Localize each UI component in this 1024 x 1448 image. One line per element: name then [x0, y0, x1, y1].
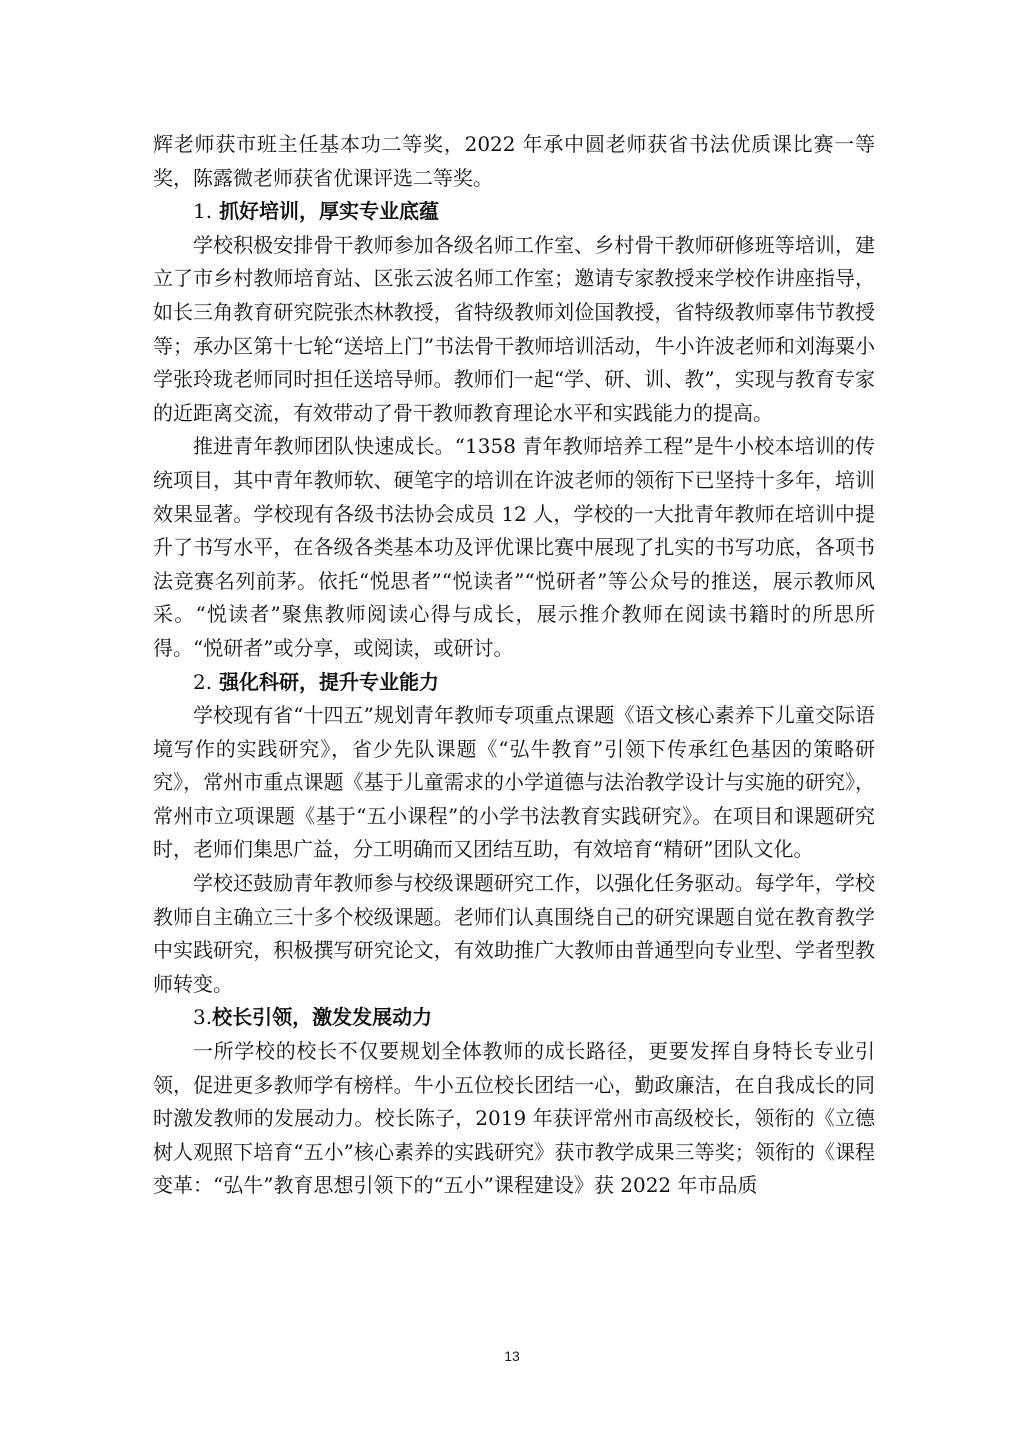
paragraph-continuation: 辉老师获市班主任基本功二等奖，2022 年承中圆老师获省书法优质课比赛一等奖，陈露微老师获省优课评选二等奖。 — [153, 132, 875, 190]
section-heading-1 — [153, 195, 875, 229]
section-number: 3. — [193, 1005, 213, 1030]
paragraph: 推进青年教师团队快速成长。“1358 青年教师培养工程”是牛小校本培训的传统项目，其中青年教师软、硬笔字的培训在许波老师的领衔下已坚持十多年，培训效果显著。学校现有各级书法协会成员 12 人，学校的一大批青年教师在培训中提升了书写水平，在各级各类基本功及评优课比赛中展现了扎实的书写功底，各项书法竞赛名列前茅。依托“悦思者”“悦读者”“悦研者”等公众号的推送，展示教师风采。“悦读者”聚焦教师阅读心得与成长，展示推介教师在阅读书籍时的所思所得。“悦研者”或分享，或阅读，或研讨。 — [153, 434, 875, 660]
paragraph: 学校还鼓励青年教师参与校级课题研究工作，以强化任务驱动。每学年，学校教师自主确立三十多个校级课题。老师们认真围绕自己的研究课题自觉在教育教学中实践研究，积极撰写研究论文，有效助推广大教师由普通型向专业型、学者型教师转变。 — [153, 871, 875, 996]
body-text — [153, 128, 875, 1203]
section-number: 1. — [193, 199, 213, 224]
section-number: 2. — [193, 669, 213, 694]
section-heading-3 — [153, 1001, 875, 1035]
section-heading-2 — [153, 666, 875, 700]
page-number: 13 — [504, 1348, 520, 1364]
paragraph: 一所学校的校长不仅要规划全体教师的成长路径，更要发挥自身特长专业引领，促进更多教师学有榜样。牛小五位校长团结一心，勤政廉洁，在自我成长的同时激发教师的发展动力。校长陈子，2019 年获评常州市高级校长，领衔的《立德树人观照下培育“五小”核心素养的实践研究》获市教学成果三等奖；领衔的《课程变革：“弘牛”教育思想引领下的“五小”课程建设》获 2022 年市品质 — [153, 1039, 875, 1198]
section-title: 强化科研，提升专业能力 — [219, 669, 440, 694]
section-title: 校长引领，激发发展动力 — [212, 1005, 433, 1030]
paragraph: 学校现有省“十四五”规划青年教师专项重点课题《语文核心素养下儿童交际语境写作的实践研究》，省少先队课题《“弘牛教育”引领下传承红色基因的策略研究》，常州市重点课题《基于儿童需求的小学道德与法治教学设计与实施的研究》，常州市立项课题《基于“五小课程”的小学书法教育实践研究》。在项目和课题研究时，老师们集思广益，分工明确而又团结互助，有效培育“精研”团队文化。 — [153, 703, 875, 862]
section-title: 抓好培训，厚实专业底蕴 — [219, 199, 440, 224]
paragraph: 学校积极安排骨干教师参加各级名师工作室、乡村骨干教师研修班等培训，建立了市乡村教师培育站、区张云波名师工作室；邀请专家教授来学校作讲座指导，如长三角教育研究院张杰林教授，省特级教师刘俭国教授，省特级教师辜伟节教授等；承办区第十七轮“送培上门”书法骨干教师培训活动，牛小许波老师和刘海粟小学张玲珑老师同时担任送培导师。教师们一起“学、研、训、教”，实现与教育专家的近距离交流，有效带动了骨干教师教育理论水平和实践能力的提高。 — [153, 232, 875, 425]
